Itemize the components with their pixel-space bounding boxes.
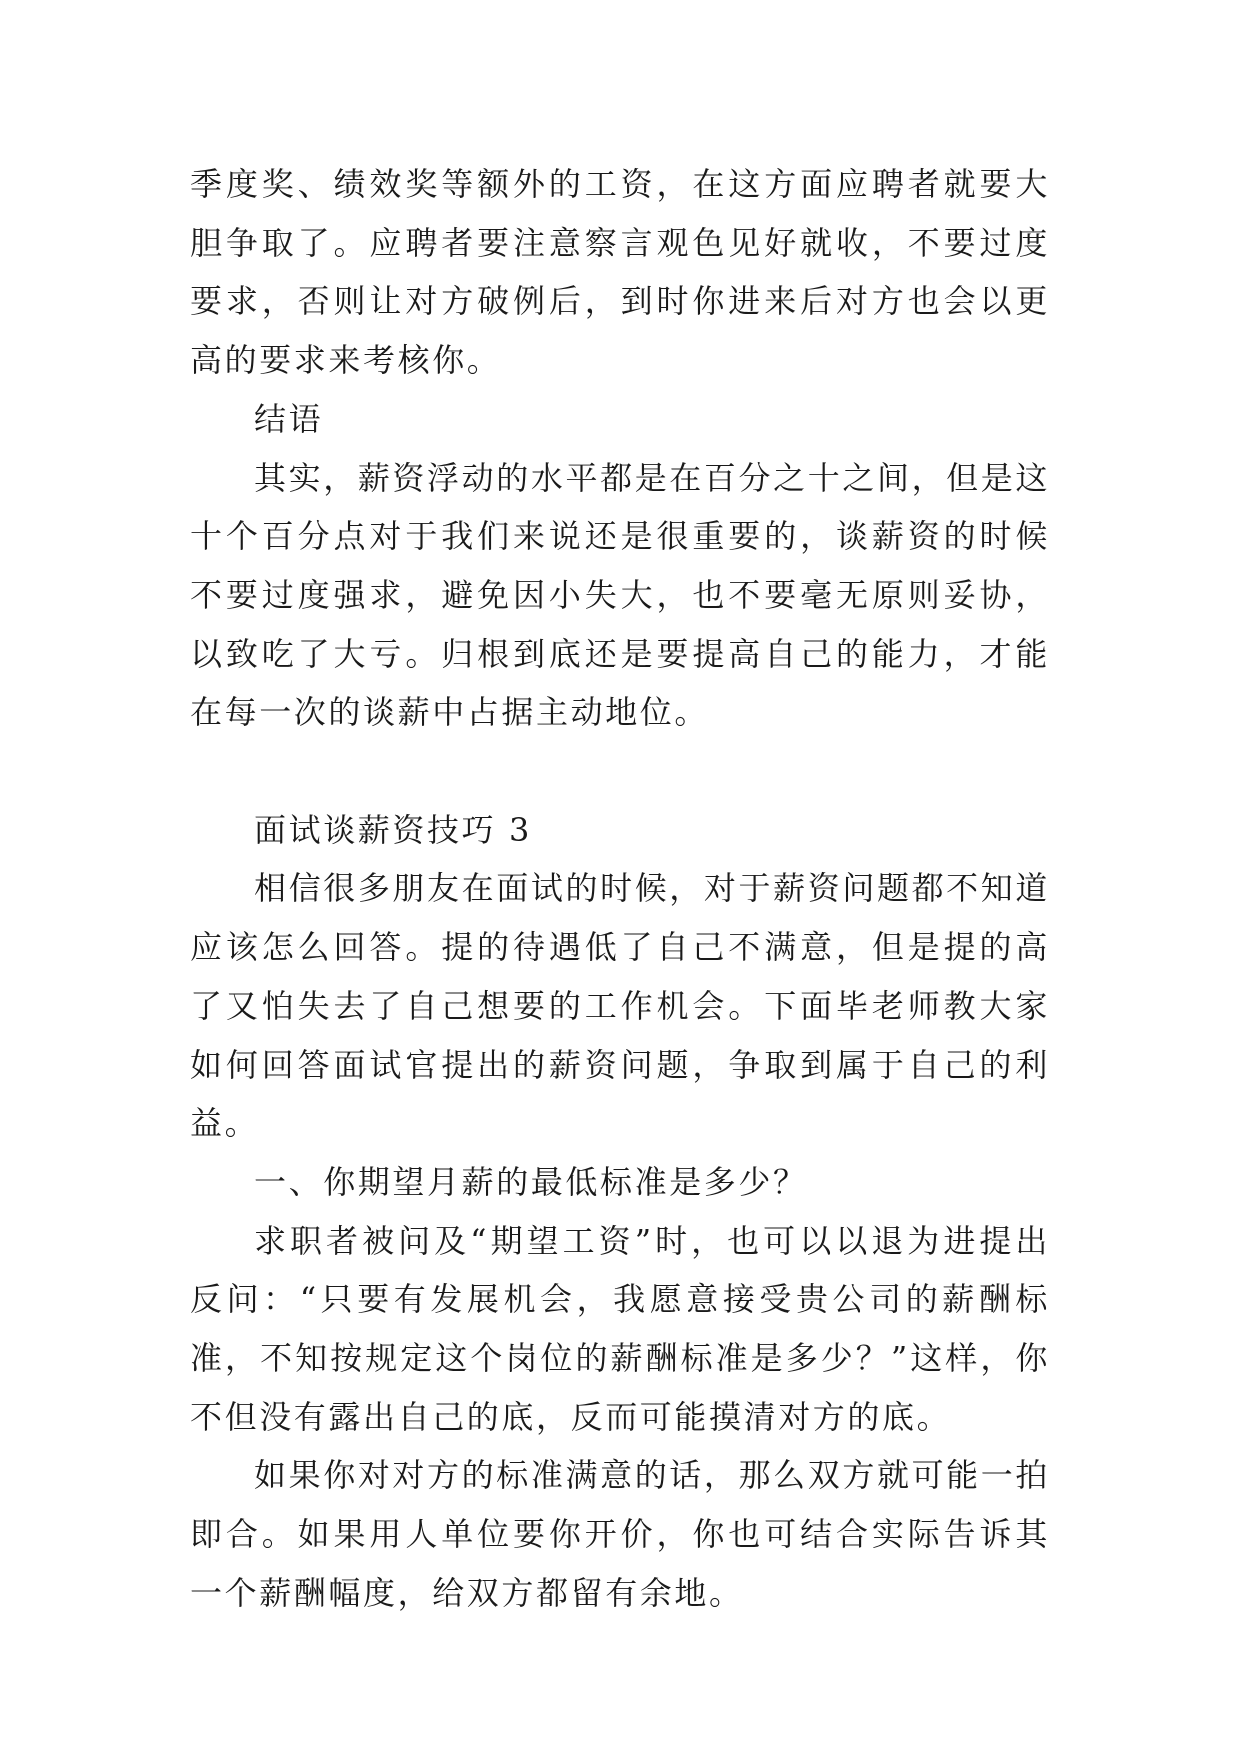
paragraph-intro: 相信很多朋友在面试的时候，对于薪资问题都不知道应该怎么回答。提的待遇低了自己不满意，但是提的高了又怕失去了自己想要的工作机会。下面毕老师教大家如何回答面试官提出的薪资问题，争取到属于自己的利益。 [190, 869, 1050, 1143]
question-heading-1: 一、你期望月薪的最低标准是多少？ [254, 1162, 808, 1201]
section-title-tips-3: 面试谈薪资技巧 3 [254, 810, 532, 849]
document-body [190, 155, 1050, 1623]
paragraph-answer-1: 求职者被问及“期望工资”时，也可以以退为进提出反问：“只要有发展机会，我愿意接受贵公司的薪酬标准，不知按规定这个岗位的薪酬标准是多少？”这样，你不但没有露出自己的底，反而可能摸清对方的底。 [190, 1221, 1050, 1436]
paragraph-answer-2: 如果你对对方的标准满意的话，那么双方就可能一拍即合。如果用人单位要你开价，你也可结合实际告诉其一个薪酬幅度，给双方都留有余地。 [190, 1456, 1050, 1612]
paragraph-conclusion: 其实，薪资浮动的水平都是在百分之十之间，但是这十个百分点对于我们来说还是很重要的，谈薪资的时候不要过度强求，避免因小失大，也不要毫无原则妥协，以致吃了大亏。归根到底还是要提高自己的能力，才能在每一次的谈薪中占据主动地位。 [190, 458, 1050, 732]
paragraph-bonus-negotiation: 季度奖、绩效奖等额外的工资，在这方面应聘者就要大胆争取了。应聘者要注意察言观色见好就收，不要过度要求，否则让对方破例后，到时你进来后对方也会以更高的要求来考核你。 [190, 165, 1050, 380]
section-heading-conclusion: 结语 [254, 399, 324, 438]
